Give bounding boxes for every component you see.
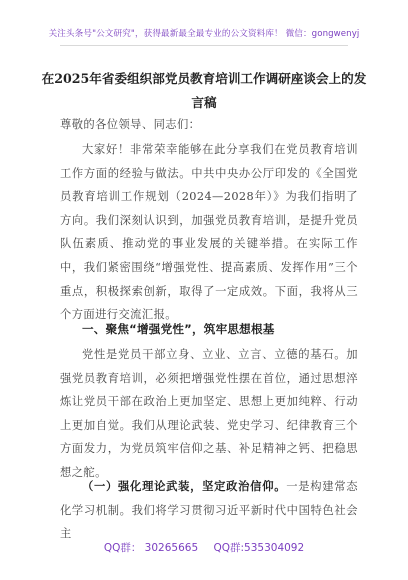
footer-contacts	[0, 540, 408, 555]
promo-banner: 关注头条号"公文研究"，获得最新最全最专业的公文资料库！ 微信：gongwenyj	[48, 29, 360, 39]
qq-group-2: QQ群:535304092	[213, 542, 305, 554]
subsection-heading: （一）强化理论武装，坚定政治信仰。	[82, 480, 287, 493]
qq-group-1: QQ群： 30265665	[103, 542, 199, 554]
section-1-paragraph: 党性是党员干部立身、立业、立言、立德的基石。加强党员教育培训，必须把增强党性摆在首位，通过思想淬炼让党员干部在政治上更加坚定、思想上更加纯粹、行动上更加自觉。我们从理论武装、党史学习、纪律教育三个方面发力，为党员筑牢信仰之基、补足精神之钙、把稳思想之舵。	[60, 348, 358, 479]
intro-paragraph: 大家好！非常荣幸能够在此分享我们在党员教育培训工作方面的经验与做法。中共中央办公厅印发的《全国党员教育培训工作规划（2024—2028年）》为我们指明了方向。我们深刻认识到，加强党员教育培训，是提升党员队伍素质、推动党的事业发展的关键举措。在实际工作中，我们紧密围绕“增强党性、提高素质、发挥作用”三个重点，积极探索创新，取得了一定成效。下面，我将从三个方面进行交流汇报。	[60, 143, 358, 322]
header-divider	[60, 45, 348, 46]
document-title: 在2025年省委组织部党员教育培训工作调研座谈会上的发言稿	[41, 71, 367, 110]
section-heading-1: 一、聚焦“增强党性”，筑牢思想根基	[82, 322, 275, 336]
salutation: 尊敬的各位领导、同志们：	[60, 118, 201, 131]
subsection-text: 一是构建常态化学习机制。我们将学习贯彻习近平新时代中国特色社会主	[60, 480, 358, 541]
subsection-paragraph	[60, 475, 358, 546]
